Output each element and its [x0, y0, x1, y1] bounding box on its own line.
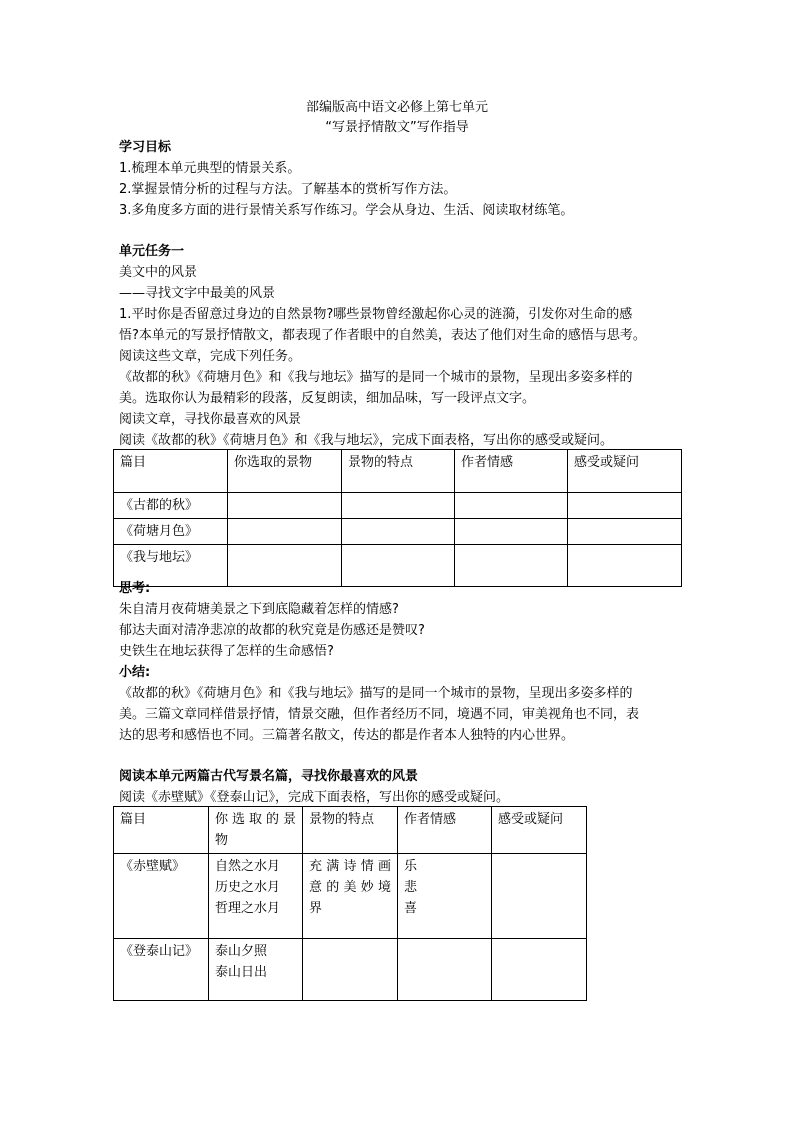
emotion-item: 喜 [404, 901, 418, 916]
scene-item: 自然之水月 [215, 859, 281, 874]
table-row [114, 939, 587, 1001]
header-line: 你选取的景 [215, 812, 296, 827]
table-cell[interactable] [303, 939, 398, 1001]
table-cell[interactable] [228, 545, 342, 587]
table-header-row [114, 807, 587, 854]
emotion-item: 乐 [404, 859, 418, 874]
task1-para-line: 阅读这些文章，完成下列任务。 [119, 349, 302, 364]
table-header-cell: 作者情感 [398, 807, 492, 854]
table-header-cell: 感受或疑问 [492, 807, 587, 854]
table-cell[interactable] [492, 854, 587, 939]
table-cell[interactable] [342, 519, 455, 545]
table-header-cell: 篇目 [114, 450, 228, 493]
doc-subtitle: “写景抒情散文”写作指导 [325, 120, 469, 135]
task1-sub: ——寻找文字中最美的风景 [119, 286, 276, 301]
table-header-cell [209, 807, 303, 854]
feature-line: 充满诗情画 [309, 859, 391, 874]
think-question: 郁达夫面对清净悲凉的故都的秋究竟是伤感还是赞叹? [119, 623, 425, 638]
table-row [114, 493, 682, 519]
objective-item: 1.梳理本单元典型的情景关系。 [119, 161, 301, 176]
task1-para-line: 1.平时你是否留意过身边的自然景物?哪些景物曾经激起你心灵的涟漪，引发你对生命的感 [119, 307, 633, 322]
table-cell[interactable] [455, 545, 568, 587]
table-row-title: 《古都的秋》 [114, 493, 228, 519]
table-cell[interactable] [455, 519, 568, 545]
objectives-heading: 学习目标 [119, 140, 172, 155]
summary-line: 达的思考和感悟也不同。三篇著名散文，传达的都是作者本人独特的内心世界。 [119, 728, 575, 743]
think-label: 思考: [119, 581, 151, 596]
think-question: 史铁生在地坛获得了怎样的生命感悟? [119, 644, 334, 659]
table-header-cell: 景物的特点 [303, 807, 398, 854]
task1-para-line: 阅读文章，寻找你最喜欢的风景 [119, 412, 302, 427]
scene-item: 泰山日出 [215, 965, 268, 980]
table-row [114, 854, 587, 939]
table-row [114, 545, 682, 587]
feature-line: 界 [309, 901, 323, 916]
table-cell[interactable] [228, 519, 342, 545]
emotion-item: 悲 [404, 880, 418, 895]
table-modern-essays [113, 449, 682, 587]
summary-label: 小结: [119, 665, 151, 680]
doc-title: 部编版高中语文必修上第七单元 [305, 100, 488, 115]
table-header-cell: 景物的特点 [342, 450, 455, 493]
task1-para-line: 美。选取你认为最精彩的段落，反复朗读，细加品味，写一段评点文字。 [119, 391, 536, 406]
scene-item: 泰山夕照 [215, 944, 268, 959]
table-header-cell: 你选取的景物 [228, 450, 342, 493]
scene-item: 哲理之水月 [215, 901, 281, 916]
feature-line: 意的美妙境 [309, 880, 391, 895]
task2-intro: 阅读《赤壁赋》《登泰山记》，完成下面表格，写出你的感受或疑问。 [119, 790, 510, 805]
task1-name: 美文中的风景 [119, 265, 198, 280]
table-cell-scenes [209, 854, 303, 939]
think-question: 朱自清月夜荷塘美景之下到底隐藏着怎样的情感? [119, 602, 399, 617]
task1-para-line: 悟?本单元的写景抒情散文，都表现了作者眼中的自然美，表达了他们对生命的感悟与思考。 [119, 328, 646, 343]
table-cell[interactable] [228, 493, 342, 519]
header-line: 物 [215, 833, 229, 848]
objective-item: 2.掌握景情分析的过程与方法。了解基本的赏析写作方法。 [119, 182, 457, 197]
table-cell[interactable] [568, 493, 682, 519]
table-cell[interactable] [568, 545, 682, 587]
table-cell[interactable] [342, 493, 455, 519]
table-header-row [114, 450, 682, 493]
table-cell[interactable] [455, 493, 568, 519]
table-row-title: 《登泰山记》 [114, 939, 209, 1001]
table-row [114, 519, 682, 545]
scene-item: 历史之水月 [215, 880, 281, 895]
table-cell-scenes [209, 939, 303, 1001]
table-classical-essays [113, 806, 587, 1001]
summary-line: 美。三篇文章同样借景抒情，情景交融，但作者经历不同，境遇不同，审美视角也不同，表 [119, 707, 640, 722]
summary-line: 《故都的秋》《荷塘月色》和《我与地坛》描写的是同一个城市的景物，呈现出多姿多样的 [119, 686, 633, 701]
task1-heading: 单元任务一 [119, 244, 185, 259]
table-row-title: 《我与地坛》 [114, 545, 228, 587]
table-cell-features [303, 854, 398, 939]
table-cell[interactable] [568, 519, 682, 545]
table-row-title: 《赤壁赋》 [114, 854, 209, 939]
table-cell[interactable] [398, 939, 492, 1001]
task2-heading: 阅读本单元两篇古代写景名篇，寻找你最喜欢的风景 [119, 769, 419, 784]
task1-para-line: 阅读《故都的秋》《荷塘月色》和《我与地坛》，完成下面表格，写出你的感受或疑问。 [119, 433, 614, 448]
objective-item: 3.多角度多方面的进行景情关系写作练习。学会从身边、生活、阅读取材练笔。 [119, 203, 574, 218]
table-cell-emotions [398, 854, 492, 939]
table-header-cell: 作者情感 [455, 450, 568, 493]
table-header-cell: 篇目 [114, 807, 209, 854]
table-cell[interactable] [342, 545, 455, 587]
task1-para-line: 《故都的秋》《荷塘月色》和《我与地坛》描写的是同一个城市的景物，呈现出多姿多样的 [119, 370, 633, 385]
table-cell[interactable] [492, 939, 587, 1001]
table-header-cell: 感受或疑问 [568, 450, 682, 493]
table-row-title: 《荷塘月色》 [114, 519, 228, 545]
